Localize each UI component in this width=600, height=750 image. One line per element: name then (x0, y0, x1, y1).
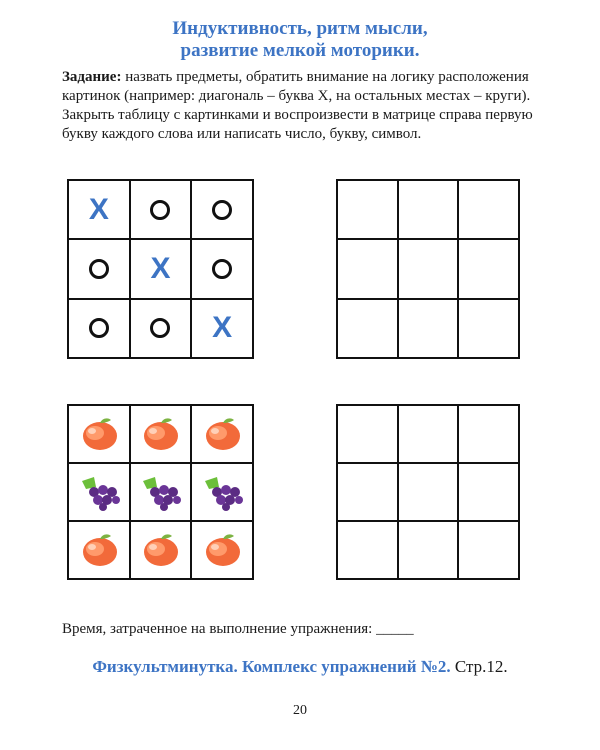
grid-cell (68, 239, 130, 298)
circle-icon (212, 200, 232, 220)
answer-cell (398, 521, 459, 579)
answer-cell (458, 299, 519, 358)
peach-icon (139, 531, 181, 569)
peach-icon (78, 415, 120, 453)
answer-cell (398, 405, 459, 463)
peach-icon (201, 531, 243, 569)
answer-grid-1 (336, 179, 520, 359)
answer-cell (337, 405, 398, 463)
answer-cell (458, 463, 519, 521)
answer-cell (337, 299, 398, 358)
peach-icon (139, 415, 181, 453)
peach-icon (201, 415, 243, 453)
time-spent-label: Время, затраченное на выполнение упражнения: (62, 621, 373, 637)
answer-cell (398, 299, 459, 358)
xo-pattern-grid (67, 179, 254, 359)
grapes-icon (76, 473, 122, 511)
circle-icon (89, 259, 109, 279)
grid-cell (191, 521, 253, 579)
x-mark-icon: X (212, 311, 233, 345)
answer-cell (398, 463, 459, 521)
answer-cell (458, 239, 519, 298)
answer-cell (337, 463, 398, 521)
heading-line-1: Индуктивность, ритм мысли, (172, 18, 428, 39)
grid-cell (130, 299, 192, 358)
answer-cell (398, 239, 459, 298)
grid-cell (68, 405, 130, 463)
time-spent-blank: _____ (376, 621, 414, 637)
answer-cell (337, 521, 398, 579)
grid-cell (130, 239, 192, 298)
circle-icon (150, 200, 170, 220)
grapes-icon (199, 473, 245, 511)
answer-grid-2 (336, 404, 520, 580)
grid-cell (68, 299, 130, 358)
grid-cell (191, 463, 253, 521)
grid-cell (191, 299, 253, 358)
answer-cell (337, 239, 398, 298)
grid-cell (68, 463, 130, 521)
circle-icon (89, 318, 109, 338)
grid-cell (130, 521, 192, 579)
task-label: Задание: (62, 69, 122, 85)
grid-cell (68, 521, 130, 579)
grid-cell (130, 405, 192, 463)
answer-cell (458, 405, 519, 463)
x-mark-icon: X (150, 251, 171, 285)
fruit-pattern-grid (67, 404, 254, 580)
grid-cell (191, 239, 253, 298)
grapes-icon (137, 473, 183, 511)
x-mark-icon: X (88, 192, 109, 226)
task-instructions: назвать предметы, обратить внимание на логику расположения картинок (например: диагональ – буква Х, на остальных местах – круги). (62, 69, 531, 104)
grid-cell (130, 180, 192, 239)
grid-cell (130, 463, 192, 521)
grid-cell (191, 405, 253, 463)
answer-cell (337, 180, 398, 239)
time-spent-line (62, 621, 414, 638)
answer-cell (398, 180, 459, 239)
task-text (62, 68, 542, 144)
page-number: 20 (293, 703, 307, 718)
footer-exercise-title: Физкультминутка. Комплекс упражнений №2. (92, 657, 451, 676)
answer-cell (458, 521, 519, 579)
footer-exercise-ref (0, 657, 600, 677)
grid-cell (68, 180, 130, 239)
footer-page-ref: Стр.12. (450, 657, 508, 676)
task-instructions-2: Закрыть таблицу с картинками и воспроизвести в матрице справа первую букву каждого слова или написать число, букву, символ. (62, 107, 533, 142)
circle-icon (150, 318, 170, 338)
grid-cell (191, 180, 253, 239)
circle-icon (212, 259, 232, 279)
heading-line-2: развитие мелкой моторики. (180, 40, 420, 61)
answer-cell (458, 180, 519, 239)
peach-icon (78, 531, 120, 569)
